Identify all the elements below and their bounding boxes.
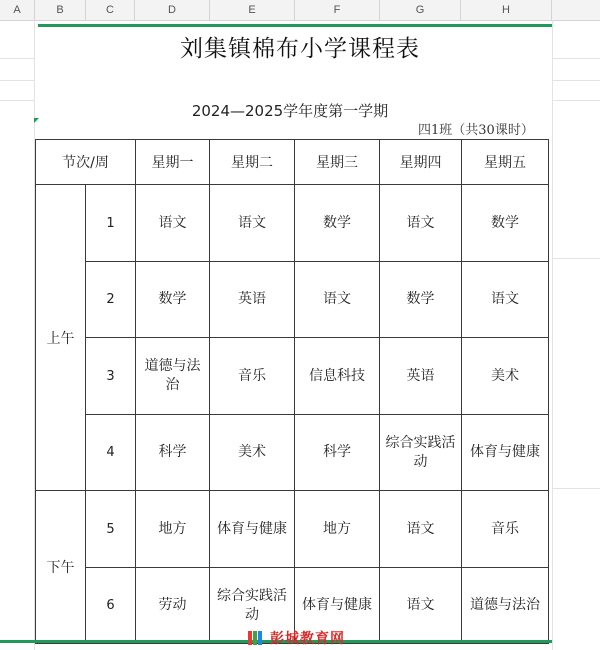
class-cell[interactable]: 美术 [210, 415, 295, 491]
day-header-friday[interactable]: 星期五 [462, 140, 549, 185]
period-number[interactable]: 5 [86, 491, 136, 568]
column-header-d[interactable]: D [135, 0, 210, 20]
column-header-e[interactable]: E [210, 0, 295, 20]
class-cell[interactable]: 音乐 [462, 491, 549, 568]
class-cell[interactable]: 英语 [210, 262, 295, 338]
book-spine [248, 631, 252, 645]
page-title: 刘集镇棉布小学课程表 [180, 36, 420, 62]
class-cell[interactable]: 语文 [462, 262, 549, 338]
book-spine [258, 631, 262, 645]
column-header-bar [0, 0, 600, 21]
period-number[interactable]: 6 [86, 568, 136, 644]
column-header-g[interactable]: G [380, 0, 461, 20]
sheet-gridline [0, 80, 34, 81]
table-row [36, 415, 549, 491]
table-row [36, 491, 549, 568]
class-cell[interactable]: 数学 [462, 185, 549, 262]
column-header-b[interactable]: B [35, 0, 86, 20]
selection-border [38, 24, 552, 27]
table-row [36, 185, 549, 262]
sheet-gridline [552, 80, 600, 81]
day-header-thursday[interactable]: 星期四 [380, 140, 462, 185]
schedule-table [35, 139, 549, 644]
table-header-row [36, 140, 549, 185]
class-cell[interactable]: 语文 [380, 185, 462, 262]
column-header-a[interactable]: A [0, 0, 35, 20]
sheet-gridline [552, 258, 600, 259]
class-cell[interactable]: 劳动 [136, 568, 210, 644]
period-number[interactable]: 2 [86, 262, 136, 338]
class-cell[interactable]: 英语 [380, 338, 462, 415]
class-cell[interactable]: 数学 [136, 262, 210, 338]
class-cell[interactable]: 数学 [295, 185, 380, 262]
class-cell[interactable]: 信息科技 [295, 338, 380, 415]
column-header-h[interactable]: H [461, 0, 552, 20]
column-header-c[interactable]: C [86, 0, 135, 20]
class-cell[interactable]: 体育与健康 [210, 491, 295, 568]
class-cell[interactable]: 语文 [210, 185, 295, 262]
class-cell[interactable]: 语文 [380, 491, 462, 568]
class-cell[interactable]: 地方 [136, 491, 210, 568]
sheet-gridline [552, 488, 600, 489]
class-cell[interactable]: 数学 [380, 262, 462, 338]
class-cell[interactable]: 语文 [380, 568, 462, 644]
class-cell[interactable]: 道德与法治 [136, 338, 210, 415]
class-cell[interactable]: 音乐 [210, 338, 295, 415]
class-info: 四1班（共30课时） [418, 123, 534, 138]
books-icon [248, 631, 266, 645]
class-cell[interactable]: 综合实践活动 [210, 568, 295, 644]
corner-label[interactable]: 节次/周 [36, 140, 136, 185]
day-header-tuesday[interactable]: 星期二 [210, 140, 295, 185]
period-number[interactable]: 4 [86, 415, 136, 491]
day-header-monday[interactable]: 星期一 [136, 140, 210, 185]
period-number[interactable]: 3 [86, 338, 136, 415]
class-cell[interactable]: 科学 [136, 415, 210, 491]
class-cell[interactable]: 体育与健康 [295, 568, 380, 644]
cell-comment-marker [34, 118, 39, 123]
class-cell[interactable]: 语文 [136, 185, 210, 262]
watermark-logo [248, 628, 345, 648]
half-label-morning[interactable]: 上午 [36, 185, 86, 491]
table-row [36, 262, 549, 338]
book-spine [253, 631, 257, 645]
half-label-afternoon[interactable]: 下午 [36, 491, 86, 644]
class-cell[interactable]: 体育与健康 [462, 415, 549, 491]
class-cell[interactable]: 科学 [295, 415, 380, 491]
semester-subtitle: 2024—2025学年度第一学期 [191, 102, 389, 120]
table-row [36, 338, 549, 415]
watermark-text: 彭城教育网 [270, 631, 345, 647]
class-cell[interactable]: 地方 [295, 491, 380, 568]
class-cell[interactable]: 综合实践活动 [380, 415, 462, 491]
day-header-wednesday[interactable]: 星期三 [295, 140, 380, 185]
column-header-f[interactable]: F [295, 0, 380, 20]
period-number[interactable]: 1 [86, 185, 136, 262]
class-cell[interactable]: 道德与法治 [462, 568, 549, 644]
class-cell[interactable]: 美术 [462, 338, 549, 415]
class-cell[interactable]: 语文 [295, 262, 380, 338]
